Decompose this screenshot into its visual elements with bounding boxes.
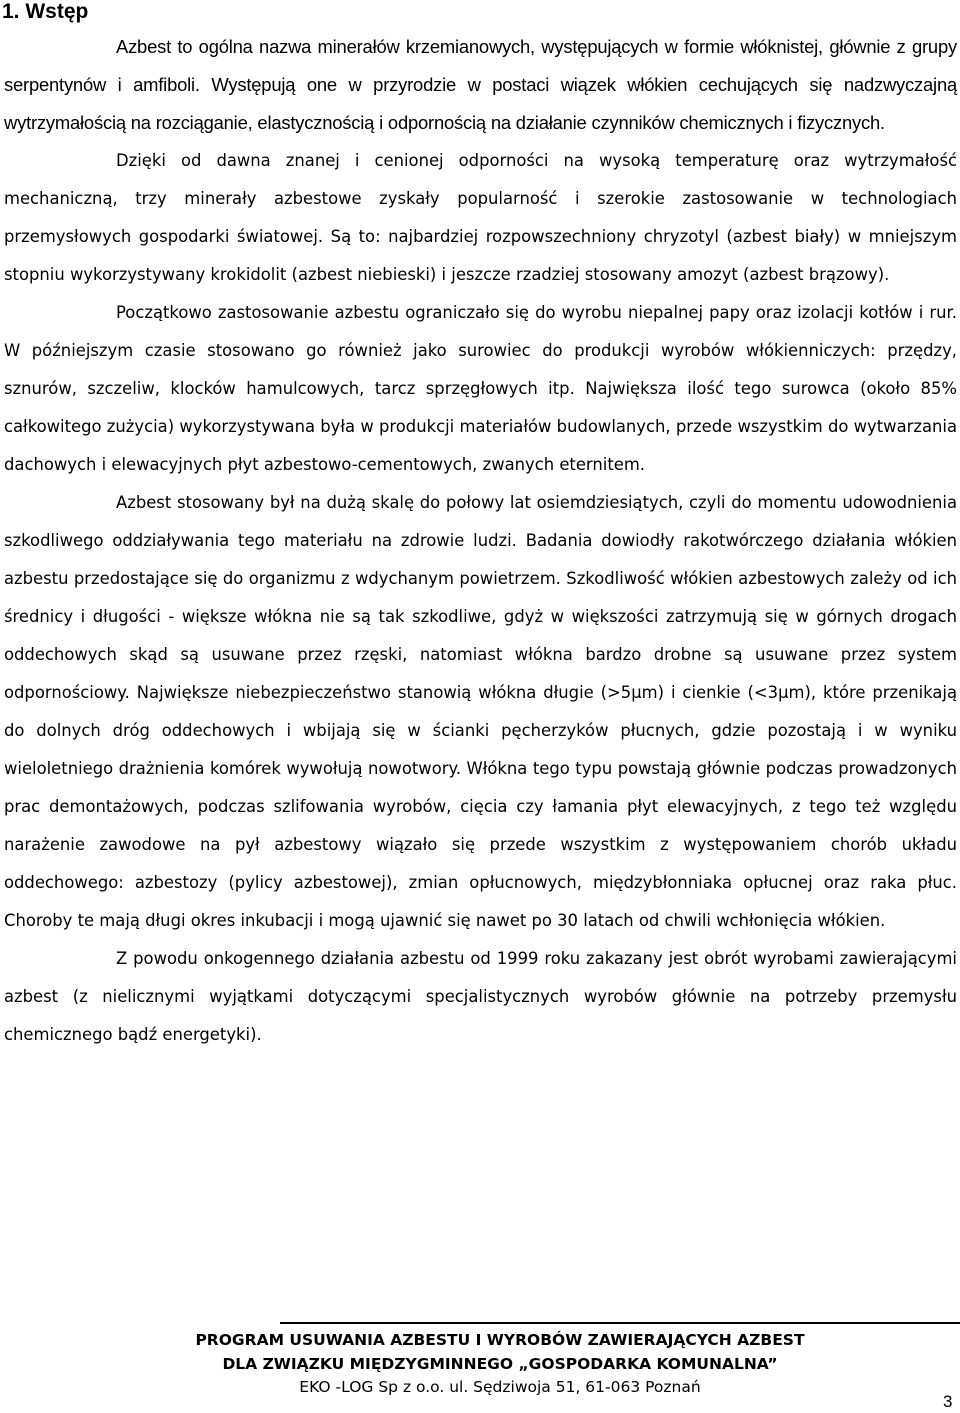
paragraph-ban: Z powodu onkogennego działania azbestu od 1999 roku zakazany jest obrót wyrobami zawierającymi azbest (z nielicznymi wyjątkami dotyczącymi specjalistycznych wyrobów głównie na potrzeby przemysłu chemicznego bądź energetyki). <box>4 949 957 1044</box>
paragraph-minerals: Dzięki od dawna znanej i cenionej odporności na wysoką temperaturę oraz wytrzymałość mechaniczną, trzy minerały azbestowe zyskały popularność i szerokie zastosowanie w technologiach przemysłowych gospodarki światowej. Są to: najbardziej rozpowszechniony chryzotyl (azbest biały) w mniejszym stopniu wykorzystywany krokidolit (azbest niebieski) i jeszcze rzadziej stosowany amozyt (azbest brązowy). <box>4 151 957 284</box>
paragraph-applications: Początkowo zastosowanie azbestu ograniczało się do wyrobu niepalnej papy oraz izolacji kotłów i rur. W późniejszym czasie stosowano go również jako surowiec do produkcji wyrobów włókienniczych: przędzy, sznurów, szczeliw, klocków hamulcowych, tarcz sprzęgłowych itp. Największa ilość tego surowca (około 85% całkowitego zużycia) wykorzystywana była w produkcji materiałów budowlanych, przede wszystkim do wytwarzania dachowych i elewacyjnych płyt azbestowo-cementowych, zwanych eternitem. <box>4 303 957 474</box>
section-heading: 1. Wstęp <box>2 0 89 23</box>
footer-divider <box>280 1322 960 1324</box>
footer-company-address: EKO -LOG Sp z o.o. ul. Sędziwoja 51, 61-063 Poznań <box>299 1378 701 1396</box>
page-number: 3 <box>943 1392 953 1411</box>
footer-program-title: PROGRAM USUWANIA AZBESTU I WYROBÓW ZAWIERAJĄCYCH AZBEST <box>195 1331 805 1349</box>
document-body <box>4 28 957 1054</box>
paragraph-intro: Azbest to ogólna nazwa minerałów krzemianowych, występujących w formie włóknistej, głównie z grupy serpentynów i amfiboli. Występują one w przyrodzie w postaci wiązek włókien cechujących się nadzwyczajną wytrzymałością na rozciąganie, elastycznością i odpornością na działanie czynników chemicznych i fizycznych. <box>4 36 957 133</box>
footer-union-name: DLA ZWIĄZKU MIĘDZYGMINNEGO „GOSPODARKA KOMUNALNA” <box>222 1355 778 1373</box>
paragraph-health-effects: Azbest stosowany był na dużą skalę do połowy lat osiemdziesiątych, czyli do momentu udowodnienia szkodliwego oddziaływania tego materiału na zdrowie ludzi. Badania dowiodły rakotwórczego działania włókien azbestu przedostające się do organizmu z wdychanym powietrzem. Szkodliwość włókien azbestowych zależy od ich średnicy i długości - większe włókna nie są tak szkodliwe, gdyż w większości zatrzymują się w górnych drogach oddechowych skąd są usuwane przez rzęski, natomiast włókna bardzo drobne są usuwane przez system odpornościowy. Największe niebezpieczeństwo stanowią włókna długie (>5μm) i cienkie (<3μm), które przenikają do dolnych dróg oddechowych i wbijają się w ścianki pęcherzyków płucnych, gdzie pozostają i w wyniku wieloletniego drażnienia komórek wywołują nowotwory. Włókna tego typu powstają głównie podczas prowadzonych prac demontażowych, podczas szlifowania wyrobów, cięcia czy łamania płyt elewacyjnych, z tego też względu narażenie zawodowe na pył azbestowy wiązało się przede wszystkim z występowaniem chorób układu oddechowego: azbestozy (pylicy azbestowej), zmian opłucnowych, międzybłonniaka opłucnej oraz raka płuc. Choroby te mają długi okres inkubacji i mogą ujawnić się nawet po 30 latach od chwili wchłonięcia włókien. <box>4 493 957 930</box>
